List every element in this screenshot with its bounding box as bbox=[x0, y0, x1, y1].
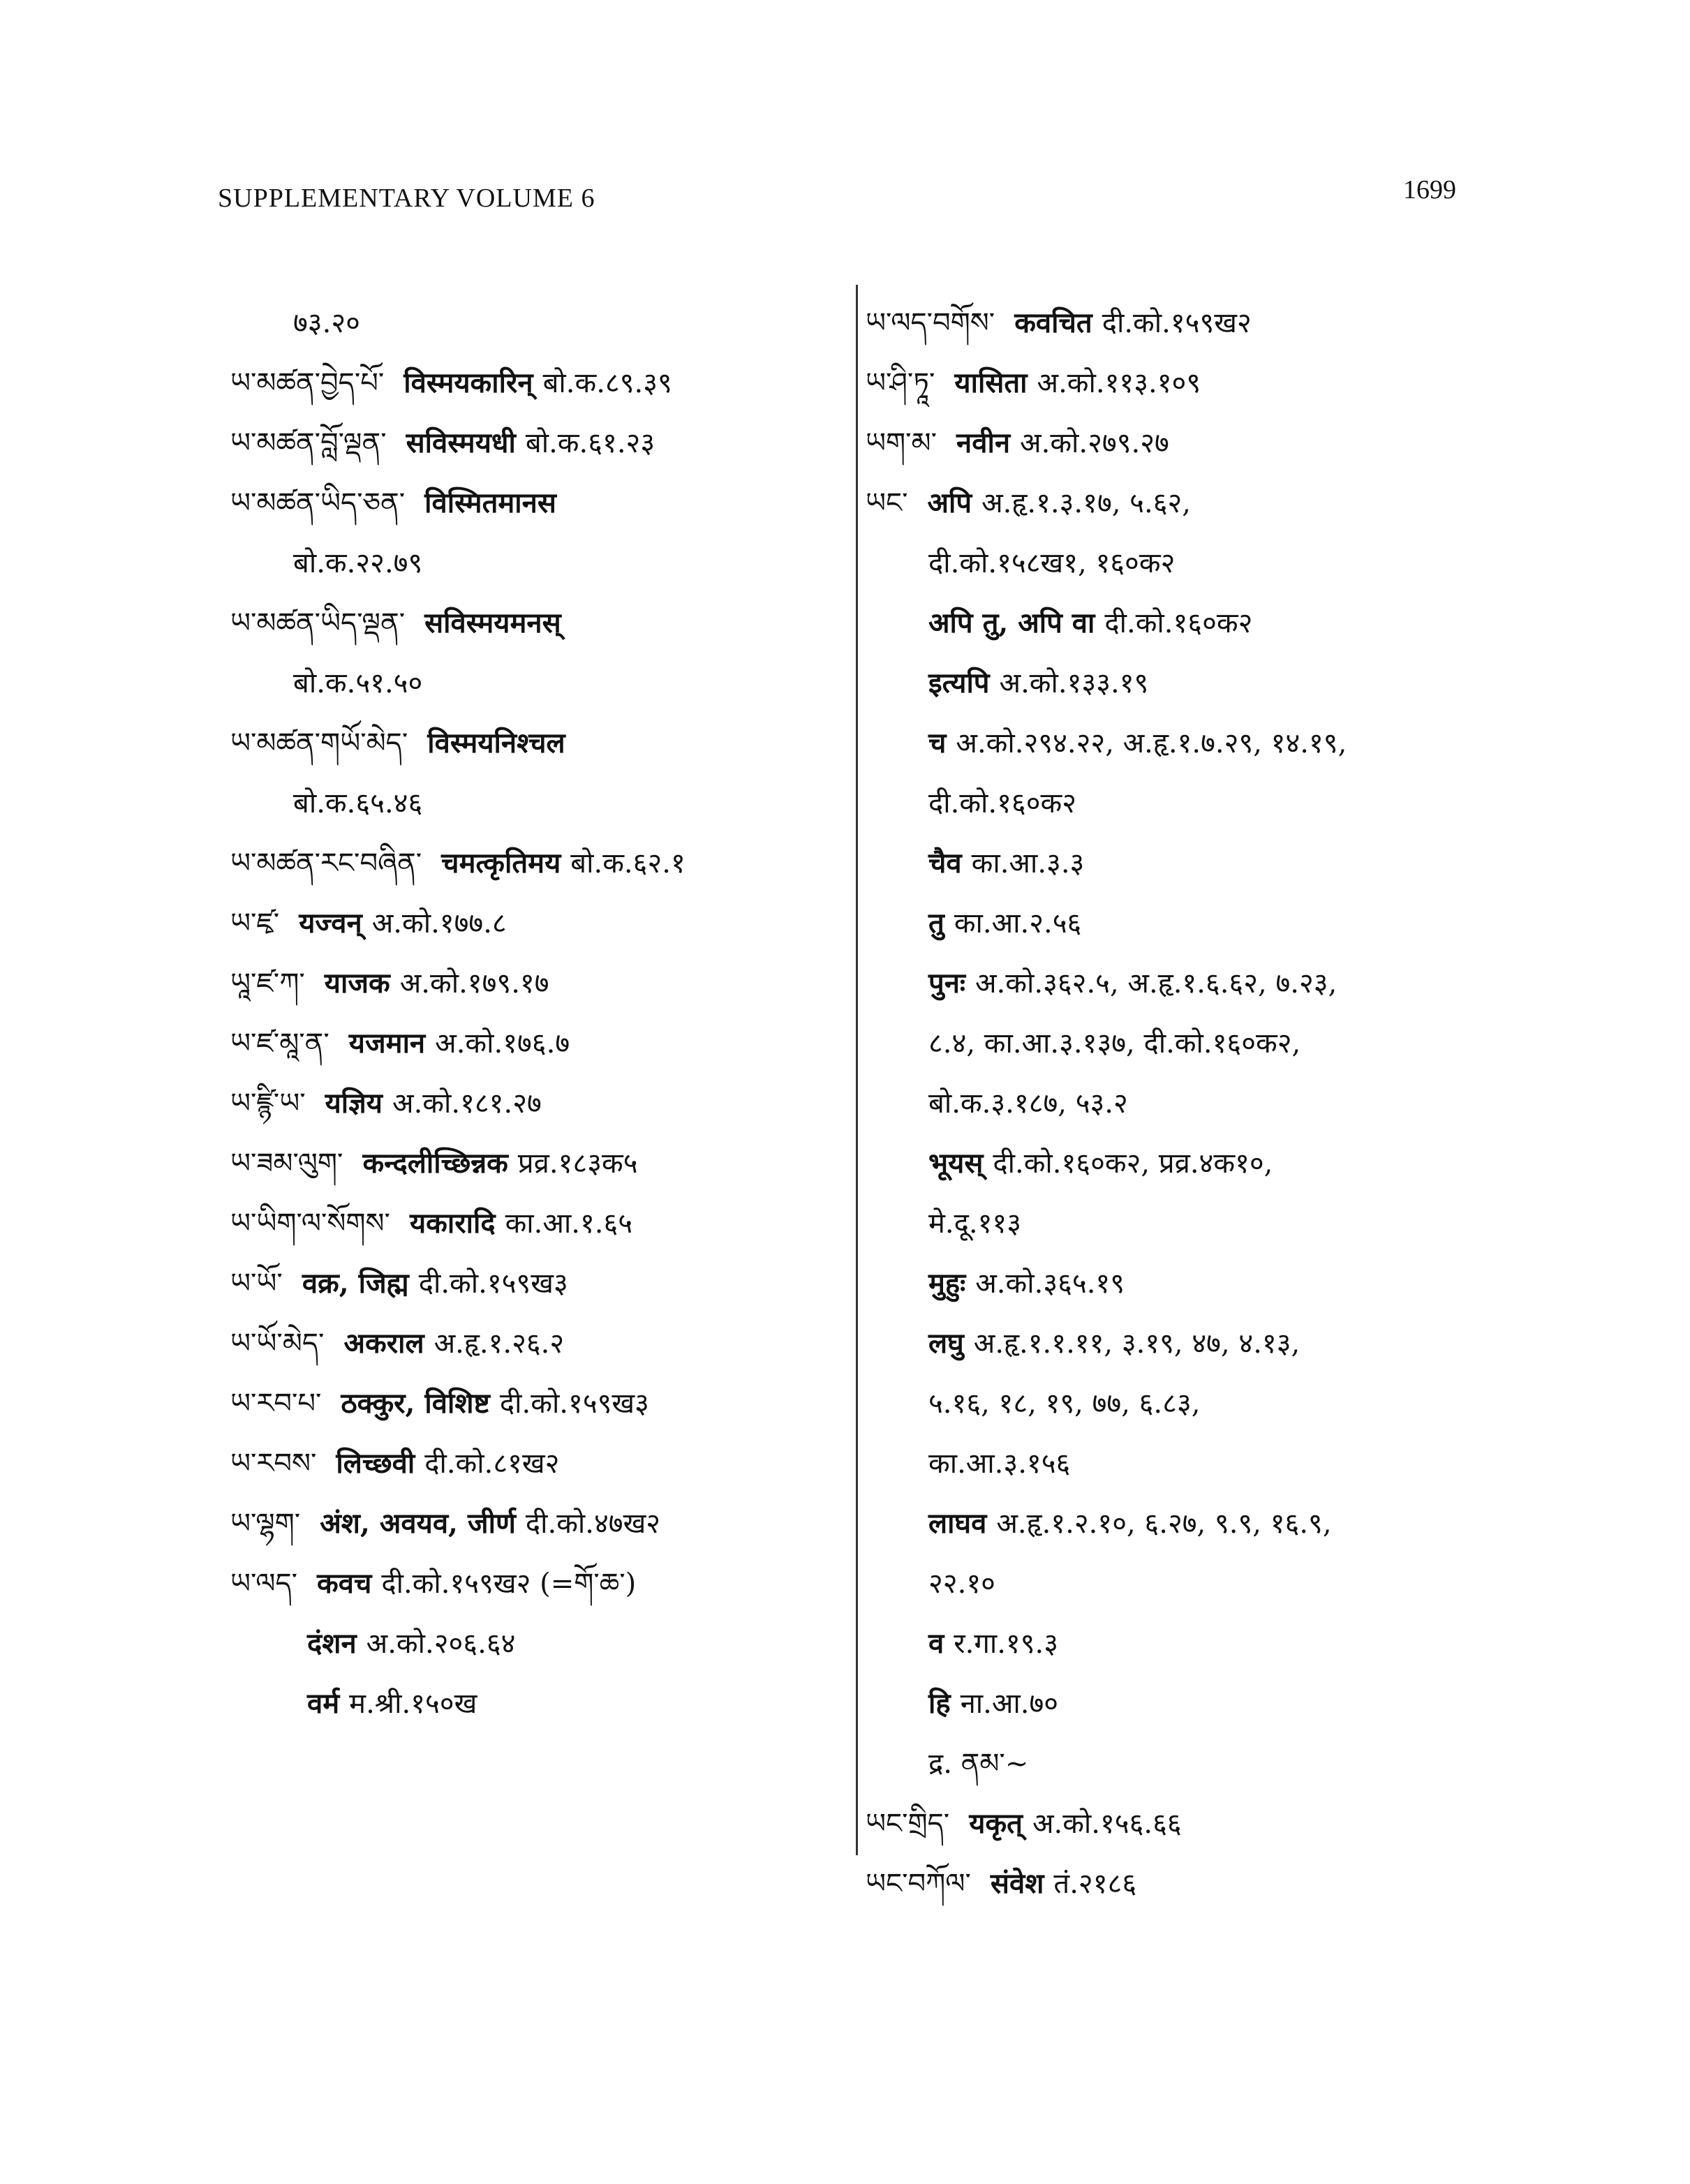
dictionary-line bbox=[866, 893, 1494, 953]
source-reference: दी.को.१५८ख१, १६०क२ bbox=[928, 547, 1176, 579]
source-reference: दी.को.४७ख२ bbox=[525, 1508, 661, 1540]
source-reference: बो.क.६१.२३ bbox=[525, 427, 655, 459]
sanskrit-equivalent: लाघव bbox=[928, 1507, 987, 1540]
sanskrit-equivalent: अकराल bbox=[343, 1327, 424, 1360]
source-reference: मे.दू.११३ bbox=[928, 1208, 1021, 1240]
source-reference: ना.आ.७० bbox=[960, 1688, 1059, 1720]
dictionary-line bbox=[230, 1674, 845, 1734]
dictionary-line bbox=[230, 1134, 845, 1194]
dictionary-line bbox=[230, 473, 845, 533]
dictionary-line bbox=[866, 1194, 1494, 1254]
source-reference: बो.क.८९.३९ bbox=[542, 367, 672, 399]
source-reference: र.गा.१९.३ bbox=[954, 1628, 1059, 1660]
dictionary-line bbox=[230, 833, 845, 893]
dictionary-line bbox=[866, 1674, 1494, 1734]
sanskrit-equivalent: हि bbox=[928, 1687, 951, 1720]
tibetan-headword: ཡ་ཡོ་མེད་ bbox=[230, 1328, 325, 1360]
source-reference: अ.को.२७९.२७ bbox=[1020, 427, 1169, 459]
dictionary-line bbox=[866, 1614, 1494, 1674]
tibetan-headword: ཡ་མཚན་གཡོ་མེད་ bbox=[230, 727, 408, 759]
tibetan-headword: ཡ་མཚན་རང་བཞིན་ bbox=[230, 847, 422, 879]
source-reference: का.आ.३.३ bbox=[971, 847, 1085, 879]
sanskrit-equivalent: कवच bbox=[317, 1567, 372, 1600]
tibetan-headword: ཡ་མཚན་བྱེད་པོ་ bbox=[230, 367, 385, 399]
sanskrit-equivalent: यजमान bbox=[348, 1027, 426, 1060]
dictionary-line bbox=[230, 413, 845, 473]
source-reference: द्र. ནམ་~ bbox=[928, 1748, 1029, 1780]
source-reference: अ.को.३६५.१९ bbox=[975, 1268, 1125, 1300]
source-reference: अ.को.१७७.८ bbox=[371, 907, 507, 939]
dictionary-line bbox=[866, 1494, 1494, 1554]
tibetan-headword: ཡ་ལྷག་ bbox=[230, 1508, 301, 1540]
tibetan-headword: ཡང་གྲིད་ bbox=[866, 1808, 950, 1840]
source-reference: अ.को.१३३.१९ bbox=[999, 667, 1149, 699]
source-reference: अ.हृ.१.२.१०, ६.२७, ९.९, १६.९, bbox=[996, 1508, 1332, 1540]
sanskrit-equivalent: वर्म bbox=[307, 1687, 340, 1720]
sanskrit-equivalent: भूयस् bbox=[928, 1147, 984, 1180]
sanskrit-equivalent: सविस्मयमनस् bbox=[424, 607, 561, 639]
dictionary-line bbox=[866, 1794, 1494, 1854]
source-reference: अ.हृ.१.३.१७, ५.६२, bbox=[981, 487, 1192, 519]
sanskrit-equivalent: सविस्मयधी bbox=[406, 426, 516, 459]
sanskrit-equivalent: च bbox=[928, 727, 947, 759]
source-reference: दी.को.१५९ख२ (=གོ་ཆ་) bbox=[381, 1568, 637, 1600]
sanskrit-equivalent: कवचित bbox=[1014, 306, 1092, 339]
source-reference: अ.को.११३.१०९ bbox=[1037, 367, 1201, 399]
dictionary-line bbox=[866, 1013, 1494, 1074]
dictionary-line bbox=[866, 713, 1494, 773]
dictionary-line bbox=[866, 773, 1494, 833]
left-column bbox=[230, 293, 845, 1734]
source-reference: प्रव्र.१८३क५ bbox=[517, 1147, 638, 1180]
source-reference: अ.हृ.१.२६.२ bbox=[433, 1328, 565, 1360]
right-column bbox=[866, 293, 1494, 1914]
dictionary-line bbox=[866, 293, 1494, 353]
dictionary-line bbox=[230, 893, 845, 953]
source-reference: बो.क.६२.१ bbox=[570, 847, 685, 879]
tibetan-headword: ཡ་ཤི་ཏཱ་ bbox=[866, 367, 935, 399]
sanskrit-equivalent: दंशन bbox=[307, 1627, 357, 1660]
source-reference: म.श्री.१५०ख bbox=[349, 1688, 477, 1720]
dictionary-line bbox=[866, 953, 1494, 1013]
dictionary-line bbox=[230, 1374, 845, 1434]
source-reference: ५.१६, १८, १९, ७७, ६.८३, bbox=[928, 1388, 1201, 1420]
source-reference: बो.क.५१.५० bbox=[293, 667, 423, 699]
tibetan-headword: ཡ་རབས་ bbox=[230, 1448, 317, 1480]
source-reference: ८.४, का.आ.३.१३७, दी.को.१६०क२, bbox=[928, 1027, 1301, 1060]
source-reference: अ.हृ.१.१.११, ३.१९, ४७, ४.१३, bbox=[973, 1328, 1300, 1360]
sanskrit-equivalent: लिच्छवी bbox=[336, 1447, 415, 1480]
dictionary-line bbox=[866, 1854, 1494, 1914]
sanskrit-equivalent: पुनः bbox=[928, 967, 965, 1000]
source-reference: का.आ.३.१५६ bbox=[928, 1448, 1071, 1480]
dictionary-line bbox=[866, 413, 1494, 473]
sanskrit-equivalent: विस्मितमानस bbox=[424, 486, 556, 519]
tibetan-headword: ཡག་མ་ bbox=[866, 427, 937, 459]
sanskrit-equivalent: याजक bbox=[324, 967, 390, 1000]
source-reference: बो.क.३.१८७, ५३.२ bbox=[928, 1087, 1128, 1120]
dictionary-line bbox=[866, 1074, 1494, 1134]
source-reference: दी.को.१६०क२ bbox=[928, 787, 1077, 819]
tibetan-headword: ཡ་ལད་བགོས་ bbox=[866, 307, 995, 339]
source-reference: तं.२१८६ bbox=[1053, 1868, 1137, 1900]
source-reference: अ.को.२९४.२२, अ.हृ.१.७.२९, १४.१९, bbox=[956, 727, 1347, 759]
sanskrit-equivalent: विस्मयकारिन् bbox=[403, 366, 533, 399]
sanskrit-equivalent: यज्वन् bbox=[299, 907, 362, 939]
source-reference: अ.को.२०६.६४ bbox=[366, 1628, 516, 1660]
sanskrit-equivalent: विस्मयनिश्चल bbox=[427, 727, 565, 759]
source-reference: ७३.२० bbox=[293, 307, 360, 339]
tibetan-headword: ཡང་བཀོལ་ bbox=[866, 1868, 971, 1900]
source-reference: दी.को.१६०क२, प्रव्र.४क१०, bbox=[993, 1147, 1273, 1180]
tibetan-headword: ཡ་ཡོ་ bbox=[230, 1268, 283, 1300]
dictionary-line bbox=[230, 953, 845, 1013]
tibetan-headword: ཡ་ཛྙི་ཡ་ bbox=[230, 1087, 306, 1120]
source-reference: अ.को.१७६.७ bbox=[435, 1027, 570, 1060]
dictionary-line bbox=[230, 1314, 845, 1374]
tibetan-headword: ཡ་མཚན་བློ་ལྡན་ bbox=[230, 427, 387, 459]
dictionary-line bbox=[230, 1434, 845, 1494]
sanskrit-equivalent: इत्यपि bbox=[928, 667, 990, 699]
sanskrit-equivalent: यासिता bbox=[954, 366, 1028, 399]
source-reference: बो.क.६५.४६ bbox=[293, 787, 423, 819]
dictionary-line bbox=[866, 1134, 1494, 1194]
tibetan-headword: ཡ་མཚན་ཡིད་ཅན་ bbox=[230, 487, 406, 519]
sanskrit-equivalent: यज्ञिय bbox=[325, 1087, 383, 1120]
sanskrit-equivalent: तु bbox=[928, 907, 944, 939]
dictionary-line bbox=[866, 1314, 1494, 1374]
dictionary-line bbox=[230, 1494, 845, 1554]
dictionary-line bbox=[230, 1013, 845, 1074]
sanskrit-equivalent: यकारादि bbox=[409, 1207, 496, 1240]
source-reference: दी.को.१५९ख३ bbox=[499, 1388, 649, 1420]
sanskrit-equivalent: चैव bbox=[928, 847, 962, 879]
dictionary-line bbox=[866, 593, 1494, 653]
dictionary-line bbox=[866, 1254, 1494, 1314]
sanskrit-equivalent: अंश, अवयव, जीर्ण bbox=[320, 1507, 516, 1540]
running-head: SUPPLEMENTARY VOLUME 6 bbox=[218, 184, 595, 213]
source-reference: दी.को.१५९ख२ bbox=[1102, 307, 1252, 339]
dictionary-line bbox=[230, 293, 845, 353]
sanskrit-equivalent: व bbox=[928, 1627, 944, 1660]
sanskrit-equivalent: कन्दलीच्छिन्नक bbox=[362, 1147, 508, 1180]
dictionary-line bbox=[230, 713, 845, 773]
dictionary-line bbox=[230, 1074, 845, 1134]
sanskrit-equivalent: चमत्कृतिमय bbox=[441, 847, 561, 879]
sanskrit-equivalent: ठक्कुर, विशिष्ट bbox=[341, 1387, 490, 1420]
tibetan-headword: ཡ་ཛྭ་ bbox=[230, 907, 280, 939]
dictionary-line bbox=[230, 1554, 845, 1614]
source-reference: दी.को.१५९ख३ bbox=[418, 1268, 568, 1300]
tibetan-headword: ཡ་མཚན་ཡིད་ལྡན་ bbox=[230, 607, 406, 639]
dictionary-line bbox=[230, 1194, 845, 1254]
sanskrit-equivalent: अपि bbox=[927, 486, 972, 519]
source-reference: २२.१० bbox=[928, 1568, 995, 1600]
source-reference: का.आ.१.६५ bbox=[505, 1208, 633, 1240]
dictionary-line bbox=[866, 533, 1494, 593]
column-divider bbox=[856, 285, 858, 1855]
tibetan-headword: ཡ་ཡིག་ལ་སོགས་ bbox=[230, 1208, 390, 1240]
tibetan-headword: ཡ་ཛ་མཱ་ན་ bbox=[230, 1027, 329, 1060]
tibetan-headword: ཡང་ bbox=[866, 487, 908, 519]
dictionary-line bbox=[230, 653, 845, 713]
dictionary-line bbox=[866, 353, 1494, 413]
page-number: 1699 bbox=[1403, 175, 1456, 205]
sanskrit-equivalent: अपि तु, अपि वा bbox=[928, 607, 1095, 639]
source-reference: का.आ.२.५६ bbox=[954, 907, 1082, 939]
dictionary-line bbox=[866, 1374, 1494, 1434]
sanskrit-equivalent: नवीन bbox=[956, 426, 1011, 459]
dictionary-line bbox=[866, 653, 1494, 713]
sanskrit-equivalent: यकृत् bbox=[969, 1807, 1023, 1840]
source-reference: अ.को.१५६.६६ bbox=[1032, 1808, 1182, 1840]
dictionary-line bbox=[866, 1554, 1494, 1614]
sanskrit-equivalent: वक्र, जिह्म bbox=[302, 1267, 409, 1300]
dictionary-line bbox=[230, 533, 845, 593]
dictionary-line bbox=[230, 1254, 845, 1314]
sanskrit-equivalent: संवेश bbox=[990, 1867, 1044, 1900]
dictionary-line bbox=[230, 353, 845, 413]
tibetan-headword: ཡ་ལད་ bbox=[230, 1568, 297, 1600]
tibetan-headword: ཡ་ཟམ་ལུག་ bbox=[230, 1147, 343, 1180]
dictionary-line bbox=[230, 773, 845, 833]
source-reference: बो.क.२२.७९ bbox=[293, 547, 423, 579]
dictionary-line bbox=[230, 1614, 845, 1674]
sanskrit-equivalent: लघु bbox=[928, 1327, 964, 1360]
dictionary-line bbox=[866, 1734, 1494, 1794]
source-reference: अ.को.१७९.१७ bbox=[399, 967, 549, 1000]
dictionary-line bbox=[866, 833, 1494, 893]
dictionary-line bbox=[230, 593, 845, 653]
dictionary-line bbox=[866, 1434, 1494, 1494]
tibetan-headword: ཡཱ་ཛ་ཀ་ bbox=[230, 967, 305, 1000]
source-reference: दी.को.१६०क२ bbox=[1104, 607, 1253, 639]
tibetan-headword: ཡ་རབ་པ་ bbox=[230, 1388, 322, 1420]
source-reference: अ.को.३६२.५, अ.हृ.१.६.६२, ७.२३, bbox=[975, 967, 1337, 1000]
dictionary-line bbox=[866, 473, 1494, 533]
source-reference: अ.को.१८१.२७ bbox=[392, 1087, 542, 1120]
source-reference: दी.को.८१ख२ bbox=[424, 1448, 560, 1480]
sanskrit-equivalent: मुहुः bbox=[928, 1267, 966, 1300]
